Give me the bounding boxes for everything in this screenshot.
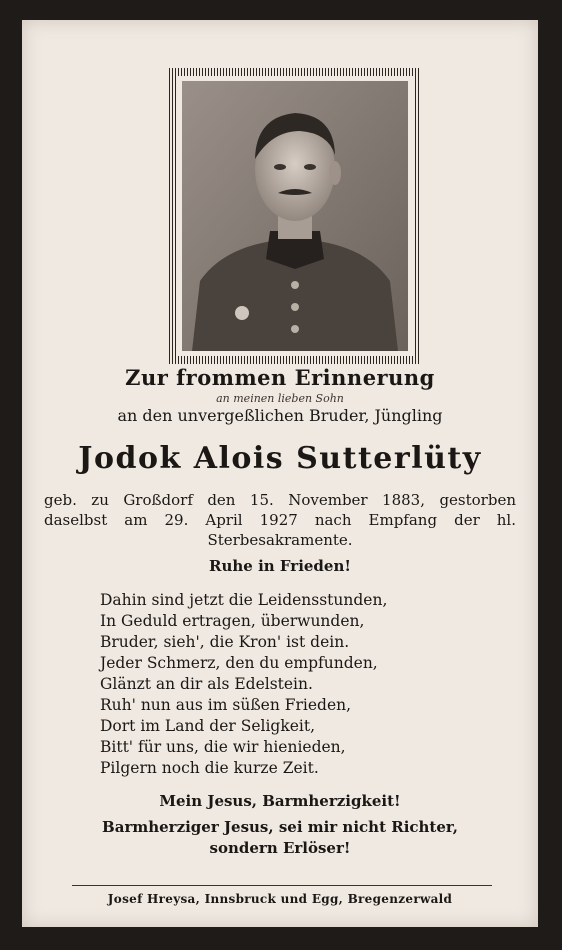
poem-line: In Geduld ertragen, überwunden, xyxy=(100,612,365,630)
poem-line: Jeder Schmerz, den du empfunden, xyxy=(100,654,378,672)
prayer-line: sondern Erlöser! xyxy=(209,839,351,857)
card-paper xyxy=(22,20,538,927)
rest-in-peace: Ruhe in Frieden! xyxy=(209,557,351,575)
memorial-poem xyxy=(100,590,500,779)
divider xyxy=(72,885,492,886)
poem-line: Glänzt an dir als Edelstein. xyxy=(100,675,313,693)
poem-line: Bitt' für uns, die wir hienieden, xyxy=(100,738,346,756)
portrait-photo xyxy=(182,81,408,351)
closing-prayer xyxy=(22,817,538,859)
prayer-line: Barmherziger Jesus, sei mir nicht Richter, xyxy=(102,818,458,836)
poem-line: Dahin sind jetzt die Leidensstunden, xyxy=(100,591,388,609)
handwritten-note: an meinen lieben Sohn xyxy=(216,392,344,405)
poem-line: Pilgern noch die kurze Zeit. xyxy=(100,759,319,777)
photo-frame xyxy=(169,68,421,364)
poem-line: Ruh' nun aus im süßen Frieden, xyxy=(100,696,352,714)
dedication-line: an den unvergeßlichen Bruder, Jüngling xyxy=(117,406,443,425)
poem-line: Dort im Land der Seligkeit, xyxy=(100,717,316,735)
prayer-line: Mein Jesus, Barmherzigkeit! xyxy=(159,792,401,810)
memorial-heading: Zur frommen Erinnerung xyxy=(125,365,435,390)
biography-text: geb. zu Großdorf den 15. November 1883, gestorben daselbst am 29. April 1927 nach Empfang der hl. Sterbesakramente. xyxy=(44,491,516,549)
deceased-name: Jodok Alois Sutterlüty xyxy=(78,441,482,476)
portrait-image xyxy=(182,81,408,351)
printer-credit: Josef Hreysa, Innsbruck und Egg, Bregenzerwald xyxy=(107,892,453,906)
poem-line: Bruder, sieh', die Kron' ist dein. xyxy=(100,633,350,651)
